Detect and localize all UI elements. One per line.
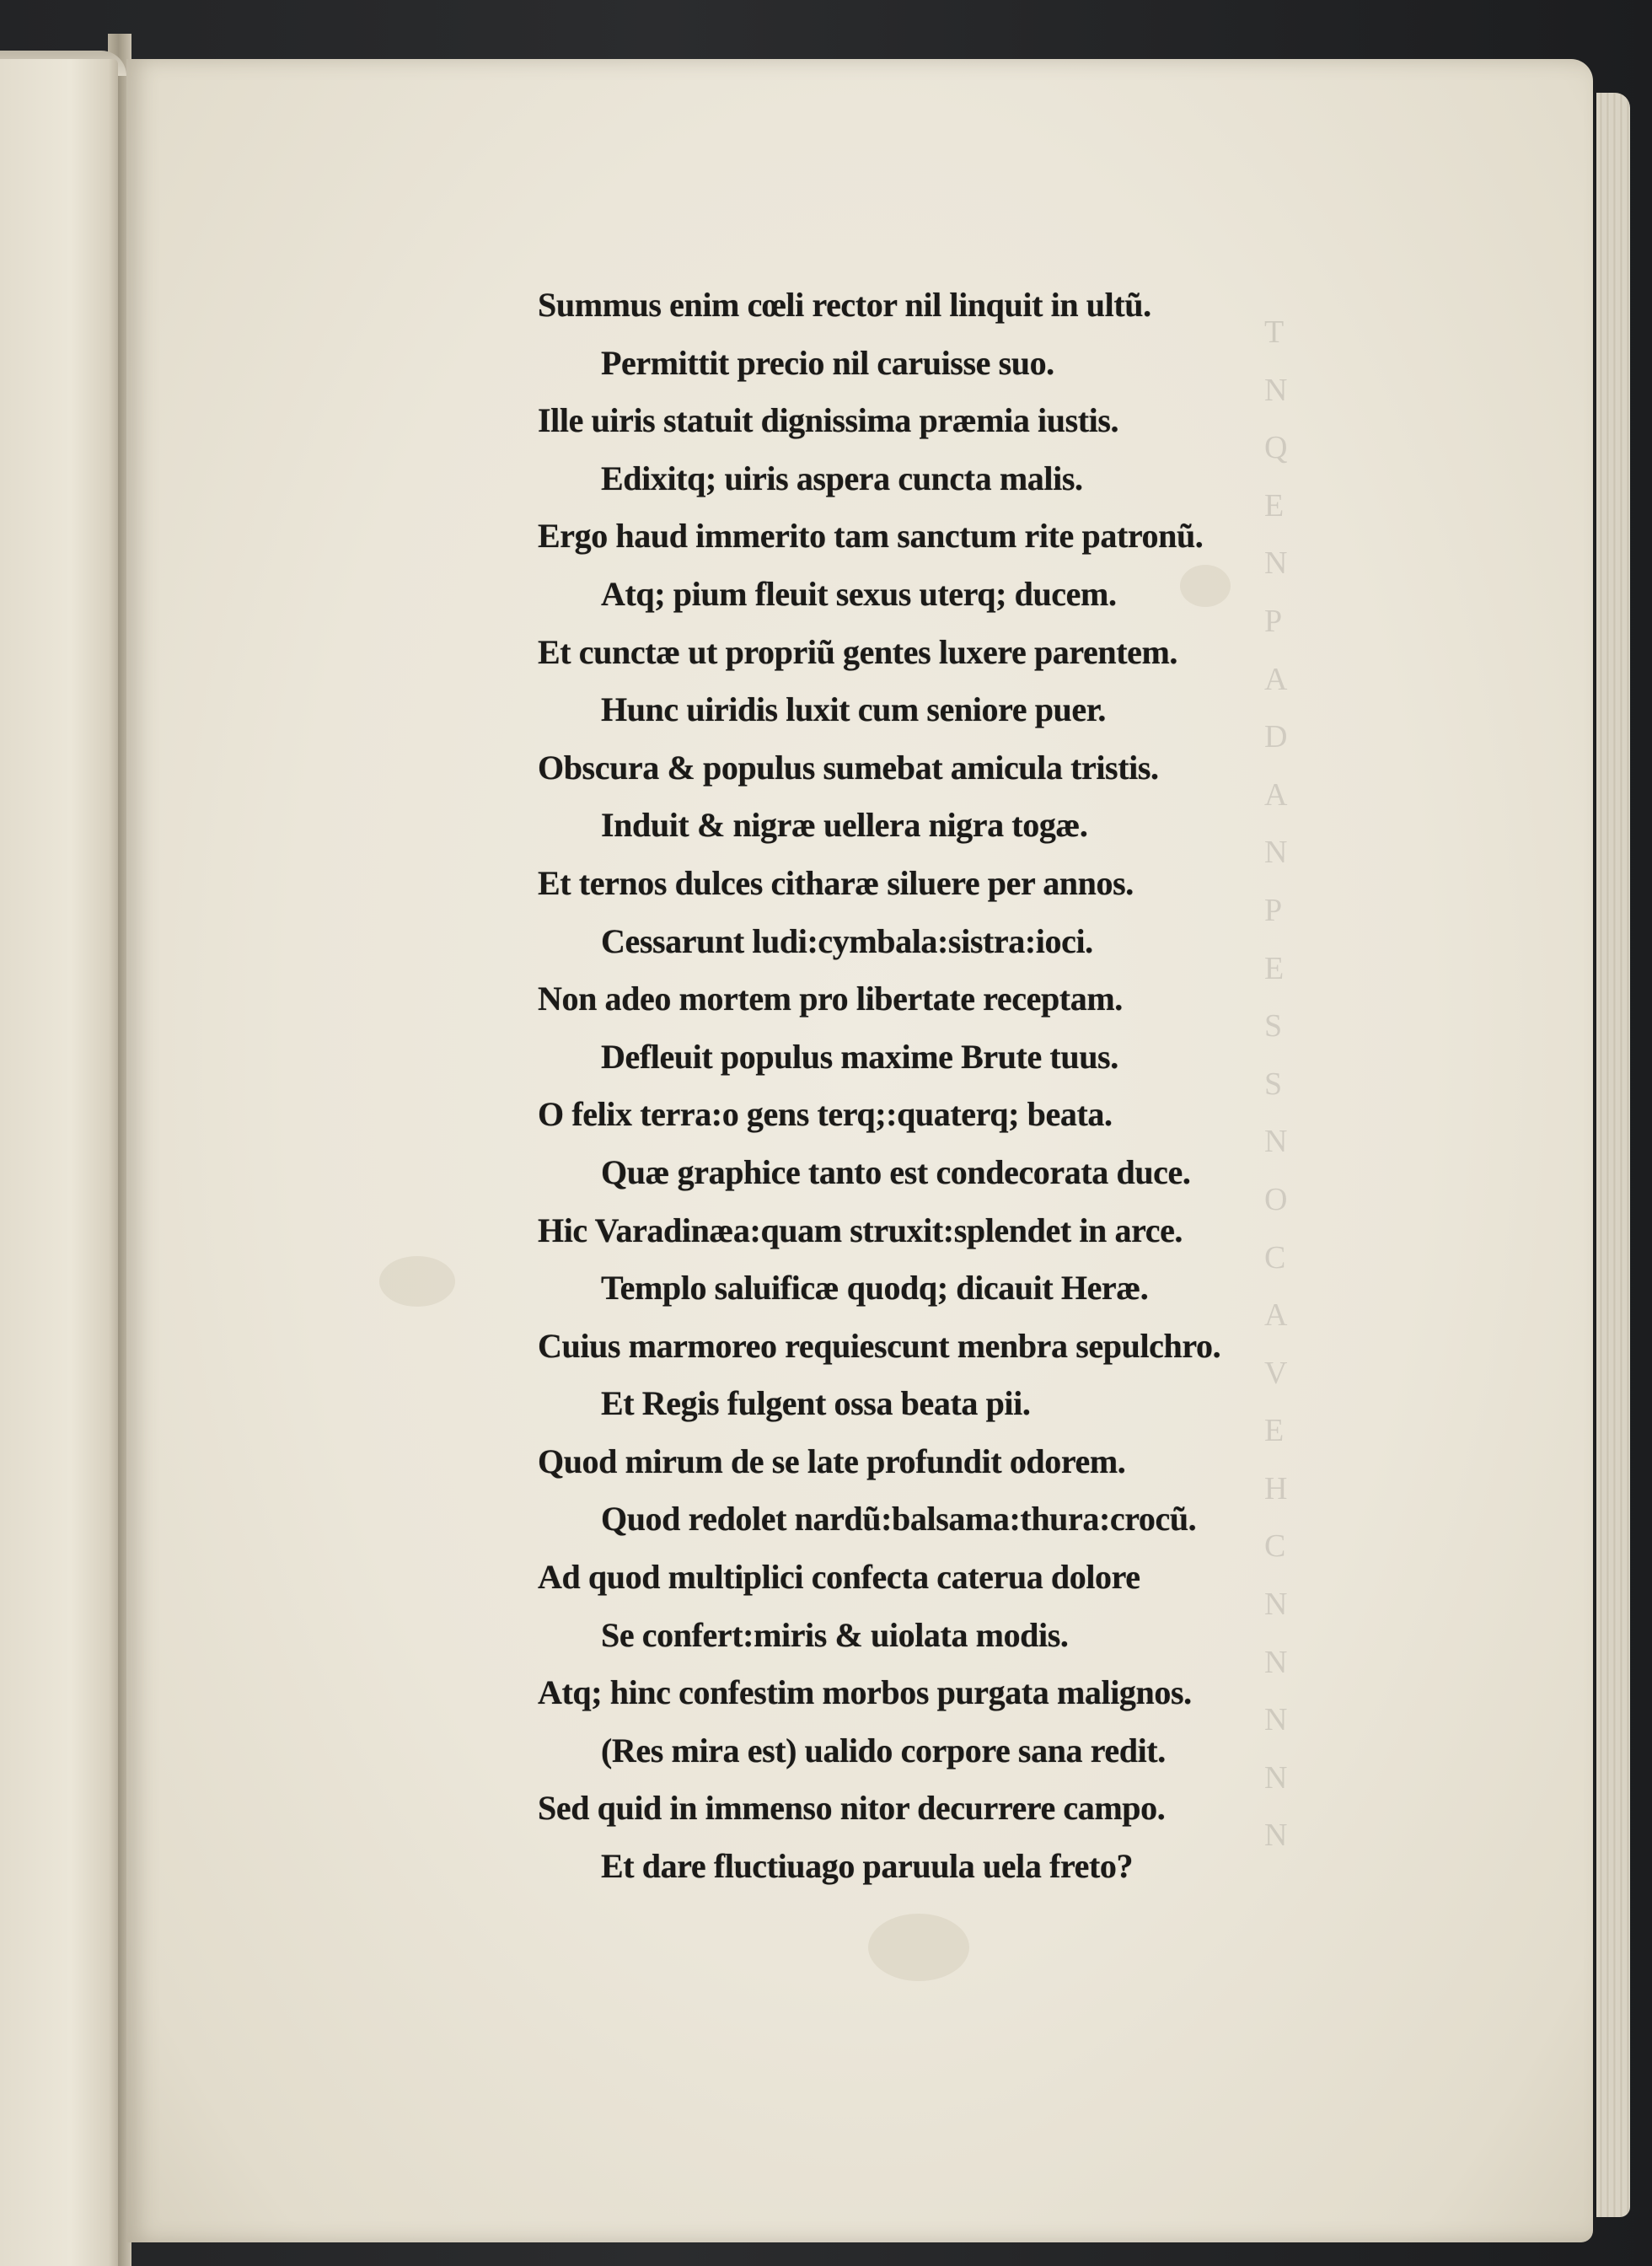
verse-line: Hunc uiridis luxit cum seniore puer.: [601, 690, 1107, 729]
verse-line: O felix terra:o gens terq;:quaterq; beata.: [538, 1095, 1113, 1134]
paper-stain: [868, 1914, 969, 1981]
verse-line: Cessarunt ludi:cymbala:sistra:ioci.: [601, 921, 1093, 960]
verse-line: Summus enim cœli rector nil linquit in ultũ.: [538, 286, 1151, 324]
verse-line: Et dare fluctiuago paruula uela freto?: [601, 1847, 1134, 1886]
paper-stain: [379, 1256, 455, 1307]
verse-line: Obscura & populus sumebat amicula tristis.: [538, 748, 1159, 787]
verse-line: Atq; pium fleuit sexus uterq; ducem.: [601, 574, 1117, 613]
verse-line: Sed quid in immenso nitor decurrere campo.: [538, 1789, 1166, 1828]
verse-line: Se confert:miris & uiolata modis.: [601, 1615, 1069, 1654]
bleed-through-text: T N Q E N P A D A N P E S S N O C A V E H C N N N N N: [1264, 314, 1288, 1854]
verse-line: Et cunctæ ut propriũ gentes luxere parentem.: [538, 632, 1178, 671]
verse-line: Quod redolet nardũ:balsama:thura:crocũ.: [601, 1500, 1197, 1538]
verse-line: Cuius marmoreo requiescunt menbra sepulchro.: [538, 1326, 1221, 1365]
verse-line: Permittit precio nil caruisse suo.: [601, 343, 1054, 382]
verse-line: Quæ graphice tanto est condecorata duce.: [601, 1152, 1191, 1191]
recto-page: [126, 59, 1593, 2242]
verse-line: Ille uiris statuit dignissima præmia iustis.: [538, 401, 1119, 440]
verse-line: Ad quod multiplici confecta caterua dolore: [538, 1558, 1140, 1597]
verse-line: Atq; hinc confestim morbos purgata malignos.: [538, 1673, 1192, 1712]
verse-text-block: [538, 277, 1406, 1896]
page-stack-edge: [1596, 93, 1630, 2217]
verse-line: (Res mira est) ualido corpore sana redit.: [601, 1731, 1166, 1769]
verse-line: Templo saluificæ quodq; dicauit Heræ.: [601, 1269, 1149, 1308]
verse-line: Ergo haud immerito tam sanctum rite patronũ.: [538, 517, 1204, 556]
verse-line: Induit & nigræ uellera nigra togæ.: [601, 806, 1088, 845]
verse-line: Defleuit populus maxime Brute tuus.: [601, 1037, 1118, 1076]
verse-line: Edixitq; uiris aspera cuncta malis.: [601, 459, 1083, 497]
verse-line: Et ternos dulces citharæ siluere per annos.: [538, 863, 1134, 902]
left-facing-page: [0, 59, 118, 2266]
verse-line: Non adeo mortem pro libertate receptam.: [538, 980, 1123, 1018]
verse-line: Et Regis fulgent ossa beata pii.: [601, 1384, 1031, 1423]
verse-line: Hic Varadinæa:quam struxit:splendet in arce.: [538, 1211, 1183, 1249]
verse-line: Quod mirum de se late profundit odorem.: [538, 1442, 1126, 1480]
